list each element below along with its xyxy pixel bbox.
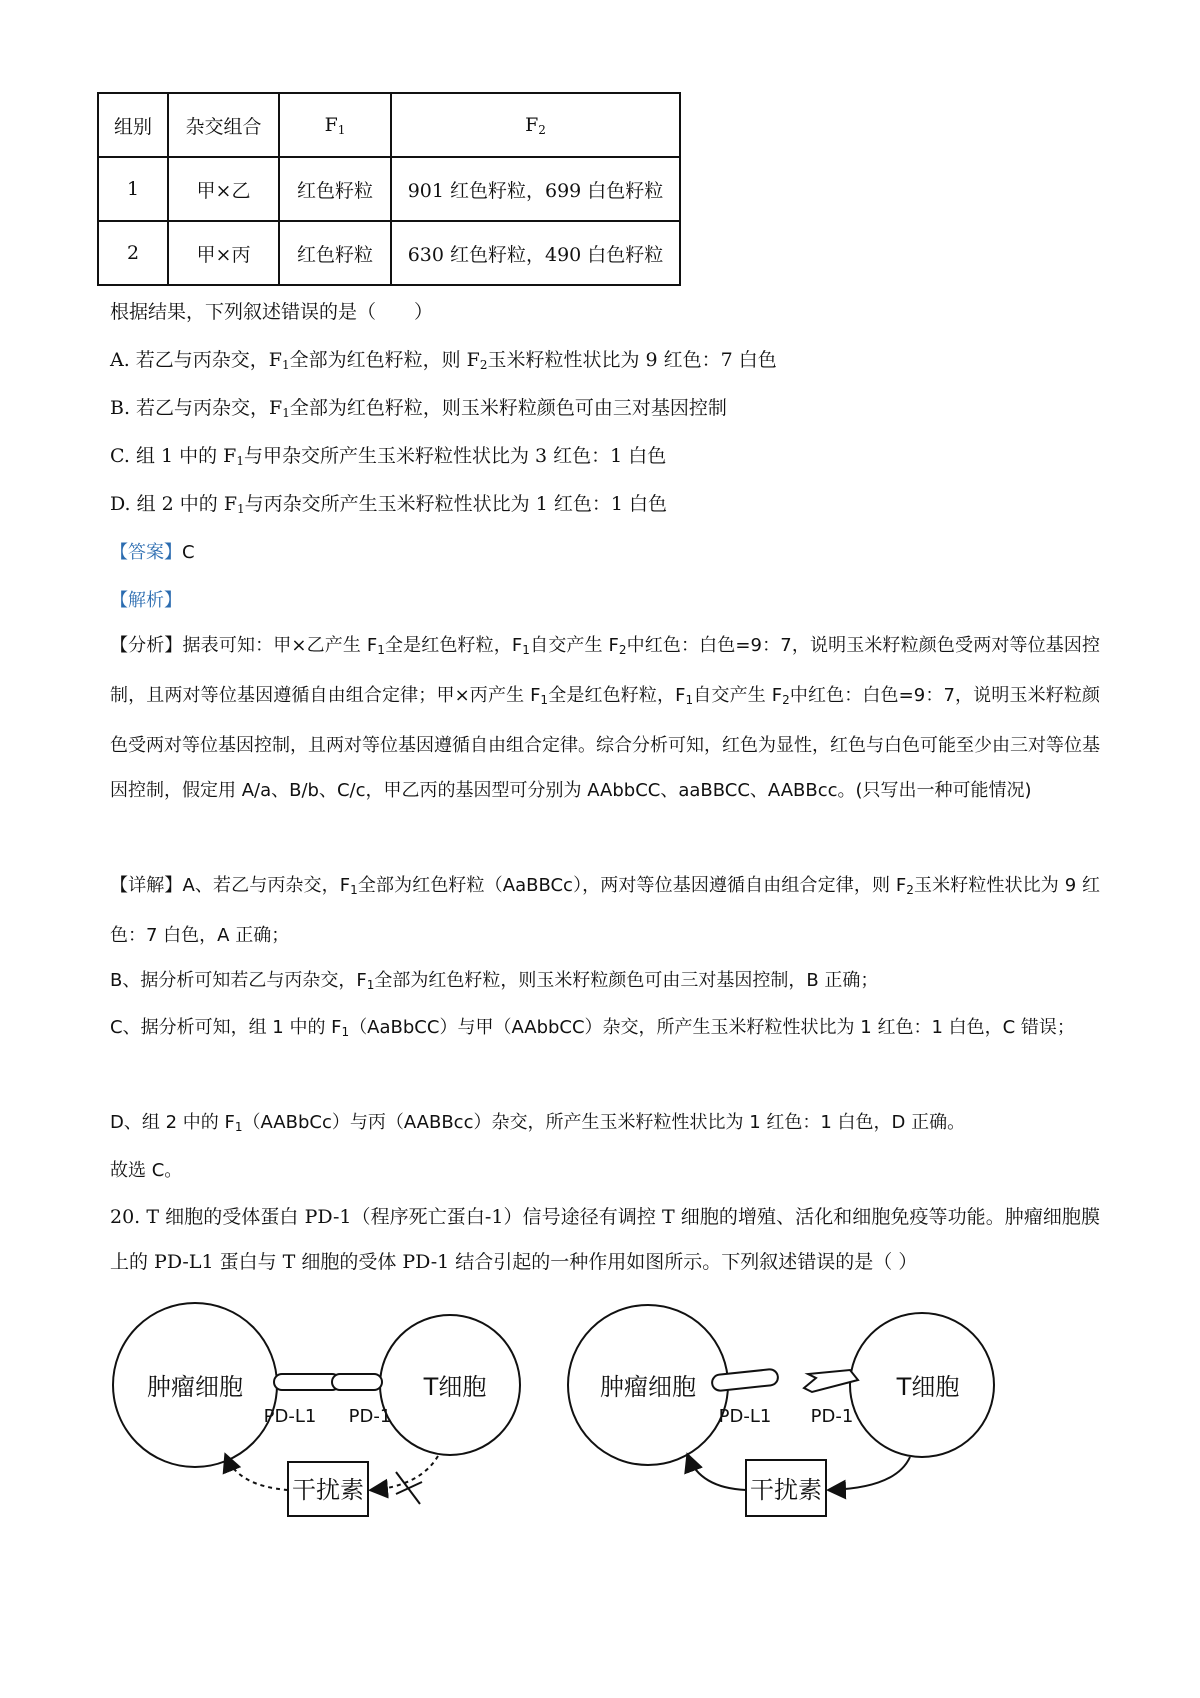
table-row — [98, 157, 680, 221]
tumor-cell-label: 肿瘤细胞 — [600, 1373, 696, 1401]
answer-line — [110, 538, 195, 564]
diagram-right-panel — [568, 1305, 994, 1516]
table-cell: 630 红色籽粒，490 白色籽粒 — [391, 221, 680, 285]
analysis-paragraph: 【分析】据表可知：甲×乙产生 $F_1$全是红色籽粒，$F_1$自交产生 $F_2$中红色：白色=9：7，说明玉米籽粒颜色受两对等位基因控制，且两对等位基因遵循自由组合定律；甲×丙产生 $F_1$全是红色籽粒，$F_1$自交产生 $F_2$中红色：白色=9：7，说明玉米籽粒颜色受两对等位基因控制，且两对等位基因遵循自由组合定律。综合分析可知，红色为显性，红色与白色可能至少由三对等位基因控制，假定用 A/a、B/b、C/c，甲乙丙的基因型可分别为 AAbbCC、aaBBCC、AABBcc。(只写出一种可能情况) — [110, 635, 1101, 801]
table-cell: 红色籽粒 — [279, 157, 391, 221]
diagram-left-panel — [113, 1303, 520, 1516]
table-header-row — [98, 93, 680, 157]
detail-c: C、据分析可知，组 1 中的 $F_1(AaBbCC)$与甲（AAbbCC）杂交，所产生玉米籽粒性状比为 1 红色：1 白色，C 错误； — [110, 1017, 1075, 1039]
arrow-to-interferon — [830, 1457, 910, 1490]
tumor-cell-label: 肿瘤细胞 — [147, 1373, 243, 1401]
header-cell: $F_2$ — [391, 93, 680, 157]
pd-l1-label: PD-L1 — [263, 1406, 317, 1427]
arrow-to-tumor — [688, 1456, 746, 1490]
question-stem: 根据结果，下列叙述错误的是（ ） — [110, 301, 434, 323]
detail-a: 【详解】A、若乙与丙杂交，$F_1$全部为红色籽粒（AaBBCc），两对等位基因遵循自由组合定律，则 $F_2$玉米籽粒性状比为 9 红色：7 白色，A 正确； — [110, 875, 1101, 946]
pd-l1-label: PD-L1 — [718, 1406, 772, 1427]
interferon-label: 干扰素 — [292, 1476, 364, 1504]
interferon-label: 干扰素 — [750, 1476, 822, 1504]
detail-d: D、组 2 中的 $F_1(AABbCc)$与丙（AABBcc）杂交，所产生玉米籽粒性状比为 1 红色：1 白色，D 正确。 — [110, 1112, 966, 1134]
pd-1-label: PD-1 — [348, 1406, 392, 1427]
answer-tag: 【答案】 — [110, 542, 182, 563]
pd-1-protein — [332, 1374, 382, 1390]
table-cell: 1 — [98, 157, 168, 221]
block-cross — [396, 1472, 422, 1504]
table-cell: 红色籽粒 — [279, 221, 391, 285]
header-cell: 杂交组合 — [168, 93, 279, 157]
t-cell-label: T细胞 — [896, 1373, 960, 1401]
table-cell: 2 — [98, 221, 168, 285]
pd1-diagram — [0, 1290, 1200, 1550]
header-cell: 组别 — [98, 93, 168, 157]
question-20: 20. T 细胞的受体蛋白 PD-1（程序死亡蛋白-1）信号途径有调控 T 细胞的增殖、活化和细胞免疫等功能。肿瘤细胞膜上的 PD-L1 蛋白与 T 细胞的受体 PD-1 结合引起的一种作用如图所示。下列叙述错误的是（ ） — [110, 1206, 1100, 1273]
header-cell: $F_1$ — [279, 93, 391, 157]
detail-b: B、据分析可知若乙与丙杂交，$F_1$全部为红色籽粒，则玉米籽粒颜色可由三对基因控制，B 正确； — [110, 970, 879, 992]
option-b: B. 若乙与丙杂交，$F_1$全部为红色籽粒，则玉米籽粒颜色可由三对基因控制 — [110, 397, 727, 420]
option-a: A. 若乙与丙杂交，$F_1$全部为红色籽粒，则 $F_2$玉米籽粒性状比为 9 红色：7 白色 — [110, 349, 777, 372]
conclusion: 故选 C。 — [110, 1160, 183, 1181]
answer-value: C — [182, 542, 195, 563]
table-cell: 甲×乙 — [168, 157, 279, 221]
table-cell: 901 红色籽粒，699 白色籽粒 — [391, 157, 680, 221]
pd-l1-protein — [274, 1374, 340, 1390]
t-cell-label: T细胞 — [423, 1373, 487, 1401]
pd-1-label: PD-1 — [810, 1406, 854, 1427]
dashed-arrow-to-tumor — [226, 1456, 288, 1490]
table-cell: 甲×丙 — [168, 221, 279, 285]
pd-l1-protein — [711, 1369, 778, 1392]
table-row — [98, 221, 680, 285]
analysis-heading: 【解析】 — [110, 590, 182, 611]
option-d: D. 组 2 中的 $F_1$与丙杂交所产生玉米籽粒性状比为 1 红色：1 白色 — [110, 493, 667, 516]
results-table — [97, 92, 681, 286]
option-c: C. 组 1 中的 $F_1$与甲杂交所产生玉米籽粒性状比为 3 红色：1 白色 — [110, 445, 667, 468]
